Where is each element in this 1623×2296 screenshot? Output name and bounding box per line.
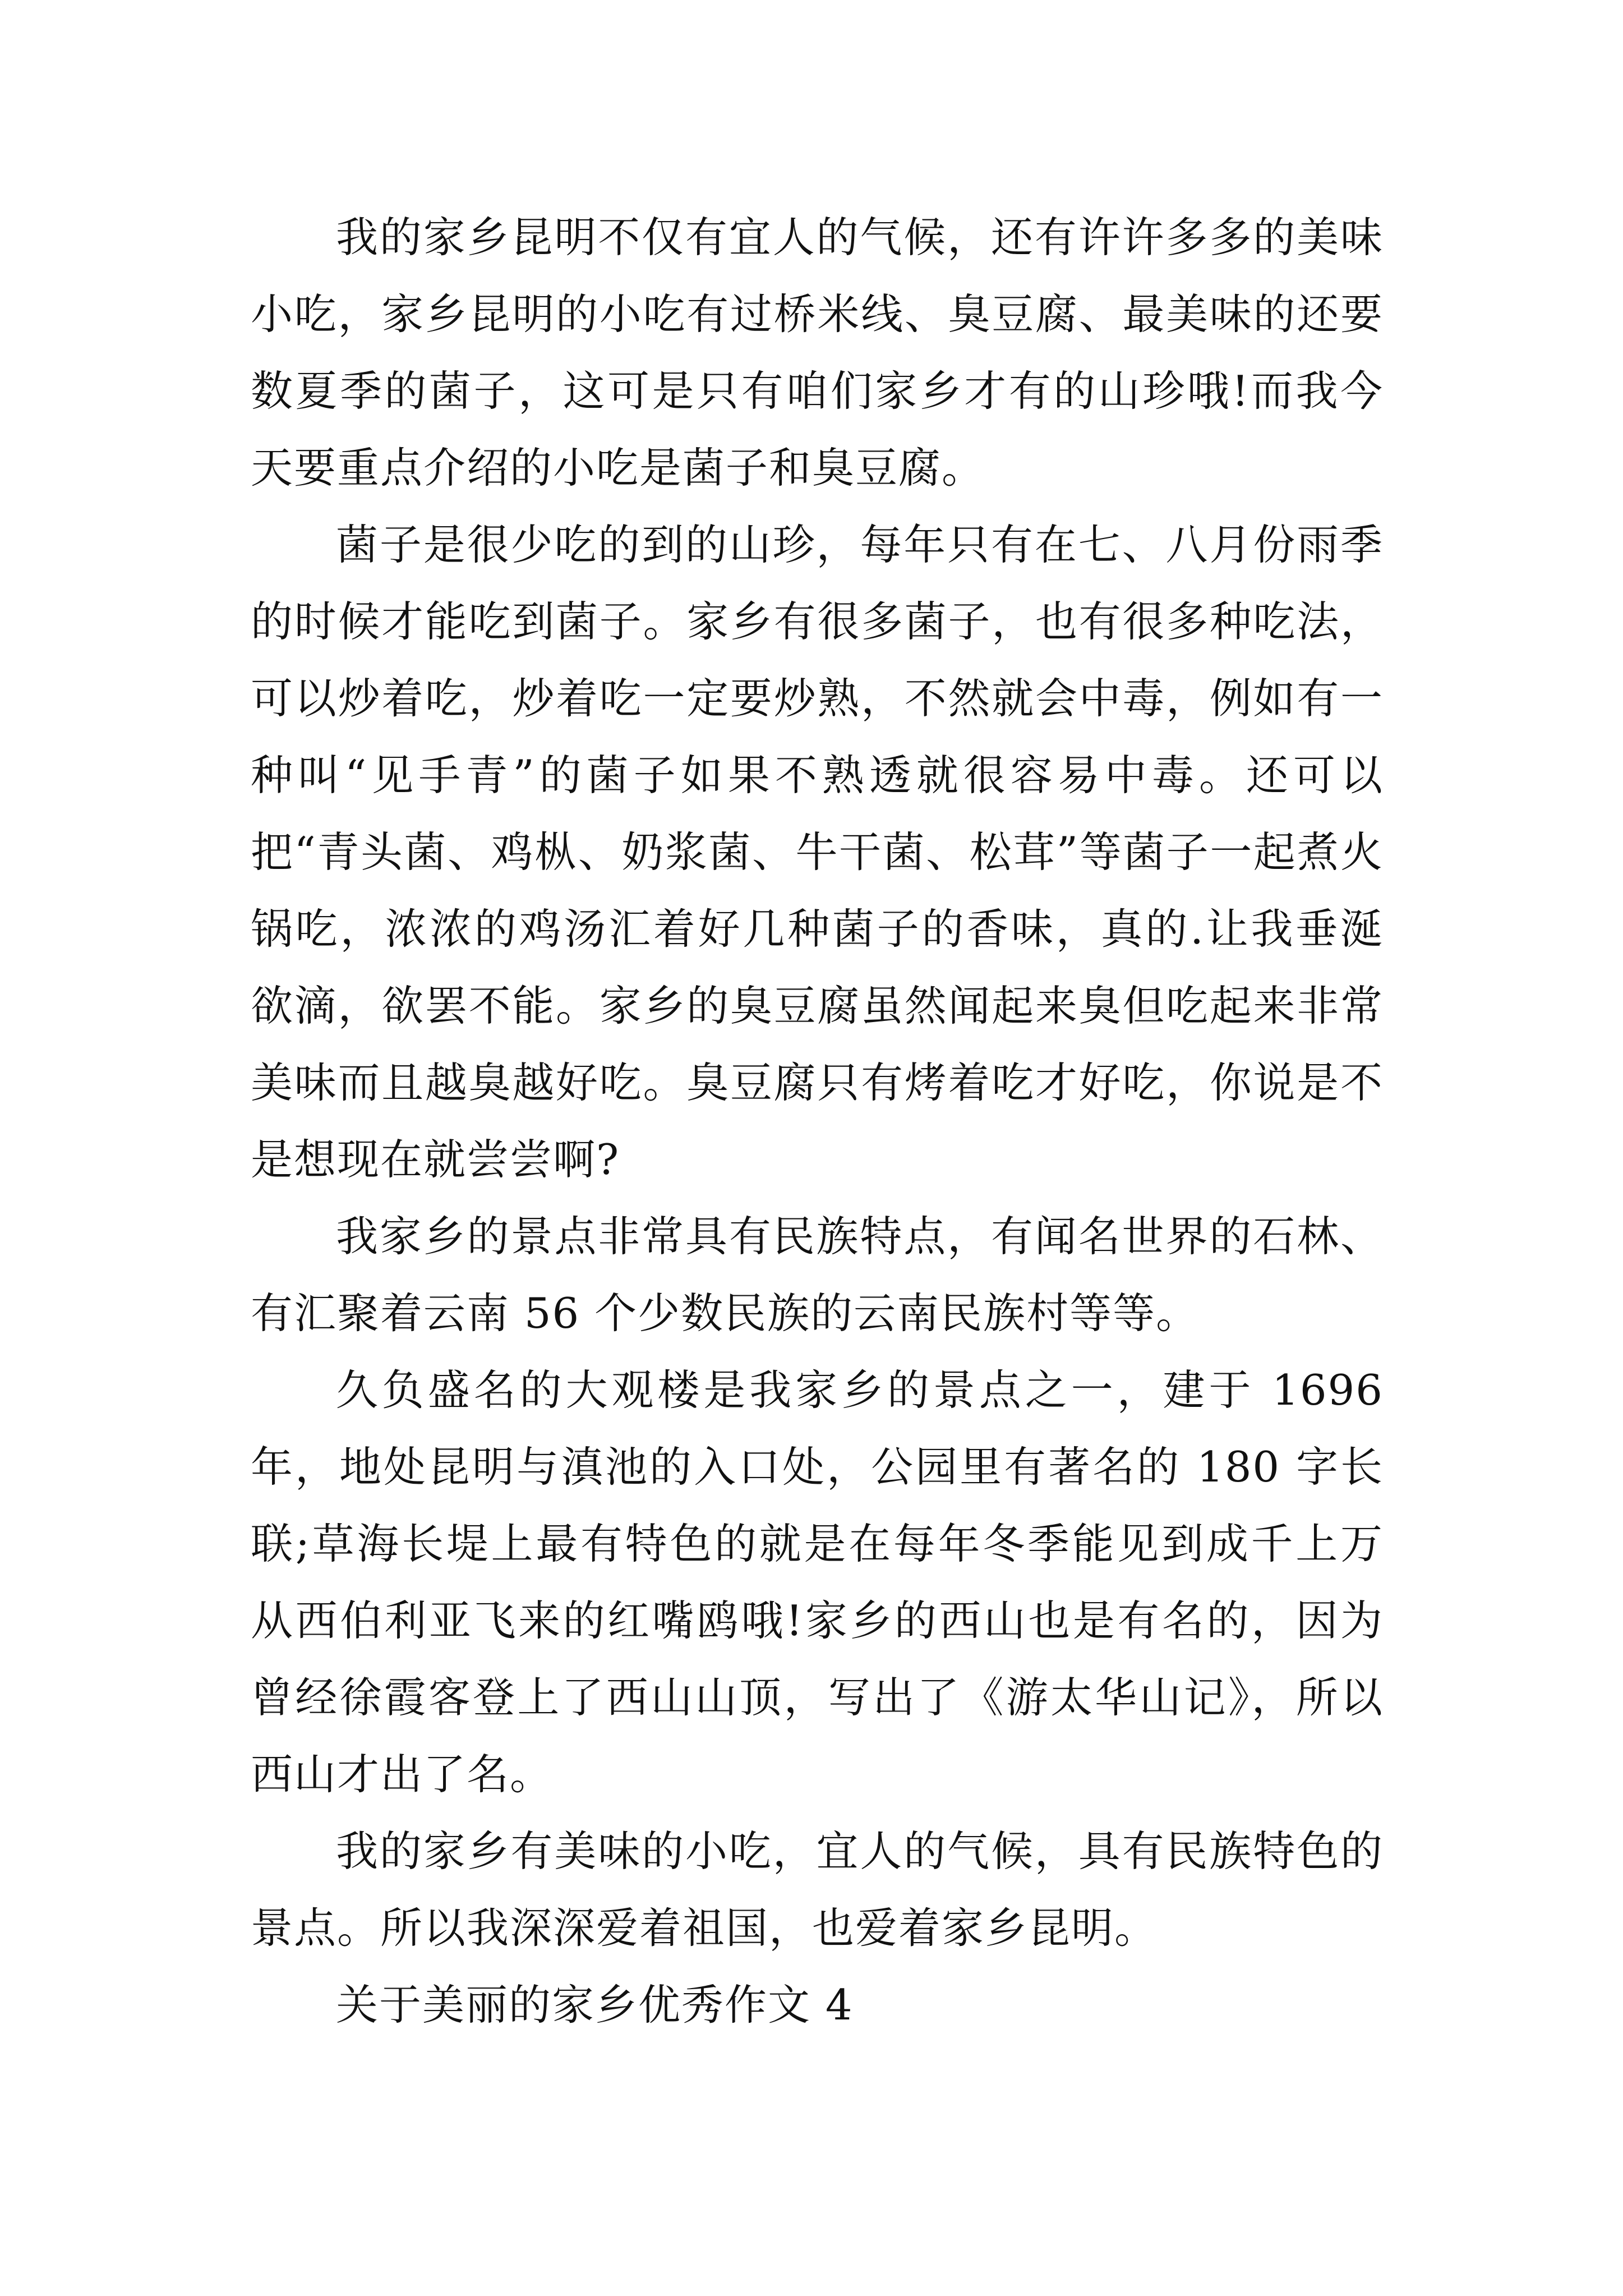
next-essay-heading: 关于美丽的家乡优秀作文 4	[336, 1980, 854, 2030]
paragraph-mushrooms-tofu: 菌子是很少吃的到的山珍，每年只有在七、八月份雨季的时候才能吃到菌子。家乡有很多菌子，也有很多种吃法，可以炒着吃，炒着吃一定要炒熟，不然就会中毒，例如有一种叫“见手青”的菌子如果不熟透就很容易中毒。还可以把“青头菌、鸡枞、奶浆菌、牛干菌、松茸”等菌子一起煮火锅吃，浓浓的鸡汤汇着好几种菌子的香味，真的.让我垂涎欲滴，欲罢不能。家乡的臭豆腐虽然闻起来臭但吃起来非常美味而且越臭越好吃。臭豆腐只有烤着吃才好吃，你说是不是想现在就尝尝啊?	[251, 520, 1384, 1184]
article-body	[251, 199, 1384, 2044]
paragraph-scenic-spots: 我家乡的景点非常具有民族特点，有闻名世界的石林、有汇聚着云南 56 个少数民族的云南民族村等等。	[251, 1212, 1384, 1338]
paragraph-conclusion: 我的家乡有美味的小吃，宜人的气候，具有民族特色的景点。所以我深深爱着祖国，也爱着家乡昆明。	[251, 1826, 1384, 1953]
paragraph-intro: 我的家乡昆明不仅有宜人的气候，还有许许多多的美味小吃，家乡昆明的小吃有过桥米线、臭豆腐、最美味的还要数夏季的菌子，这可是只有咱们家乡才有的山珍哦!而我今天要重点介绍的小吃是菌子和臭豆腐。	[251, 213, 1384, 493]
paragraph-daguan-tower: 久负盛名的大观楼是我家乡的景点之一，建于 1696 年，地处昆明与滇池的入口处，公园里有著名的 180 字长联;草海长堤上最有特色的就是在每年冬季能见到成千上万从西伯利亚飞来的红嘴鸥哦!家乡的西山也是有名的，因为曾经徐霞客登上了西山山顶，写出了《游太华山记》，所以西山才出了名。	[251, 1365, 1384, 1799]
